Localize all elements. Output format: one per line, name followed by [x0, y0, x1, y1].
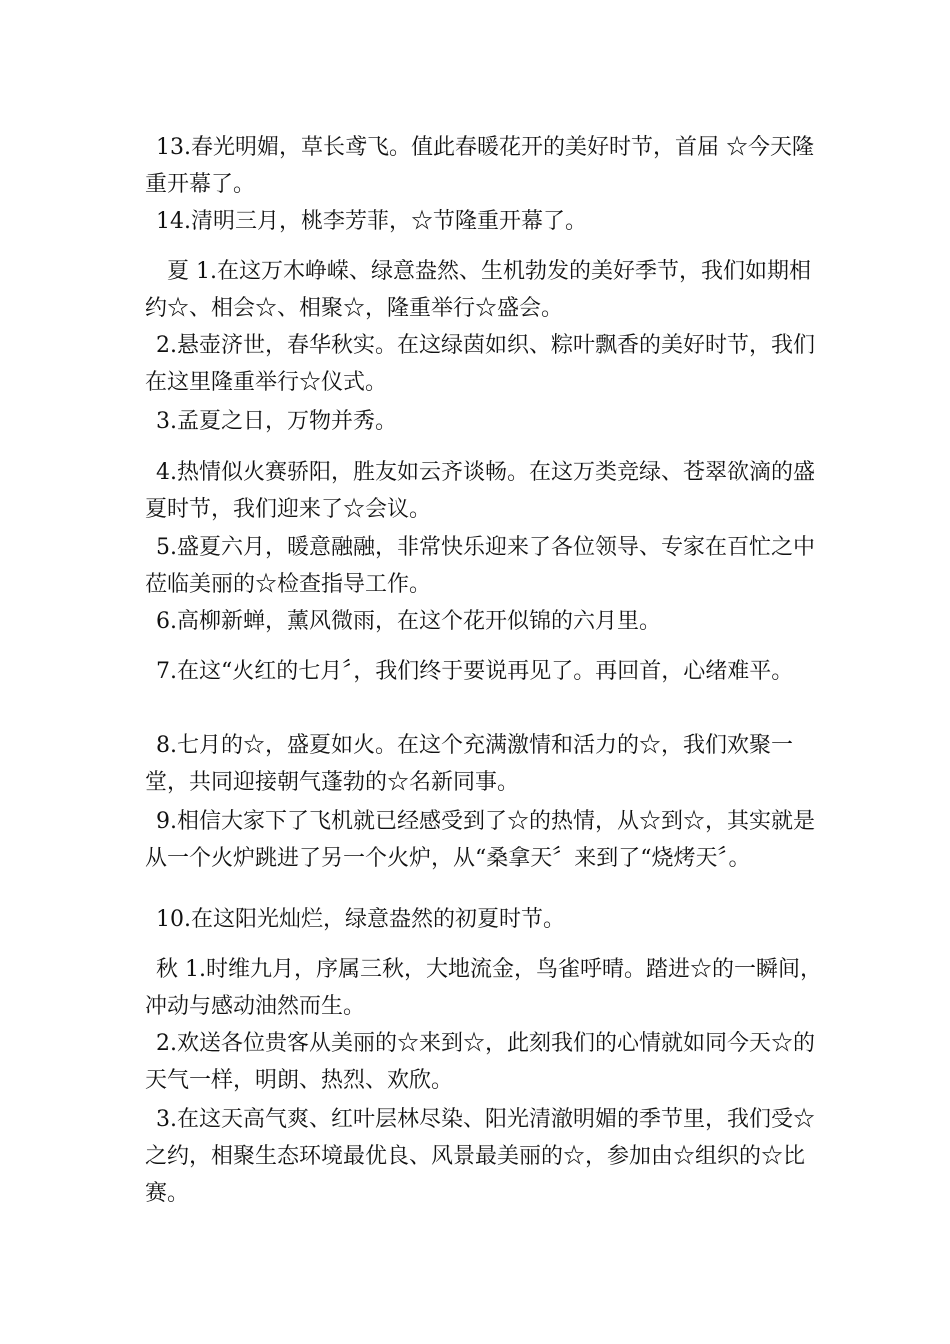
- paragraph-spring-14: 14.清明三月，桃李芳菲，☆节隆重开幕了。: [156, 209, 587, 234]
- paragraph-autumn-3: 3.在这天高气爽、红叶层林尽染、阳光清澈明媚的季节里，我们受☆之约，相聚生态环境最优良、风景最美丽的☆，参加由☆组织的☆比赛。: [145, 1107, 815, 1206]
- paragraph-spring-13: 13.春光明媚，草长鸢飞。值此春暖花开的美好时节，首届 ☆今天隆重开幕了。: [145, 135, 814, 197]
- paragraph-summer-1: 夏 1.在这万木峥嵘、绿意盎然、生机勃发的美好季节，我们如期相约☆、相会☆、相聚☆，隆重举行☆盛会。: [145, 259, 811, 321]
- paragraph-summer-7: 7.在这“火红的七月〞，我们终于要说再见了。再回首，心绪难平。: [156, 659, 794, 684]
- paragraph-summer-5: 5.盛夏六月，暖意融融，非常快乐迎来了各位领导、专家在百忙之中莅临美丽的☆检查指导工作。: [145, 535, 815, 597]
- paragraph-summer-2: 2.悬壶济世，春华秋实。在这绿茵如织、粽叶飘香的美好时节，我们在这里隆重举行☆仪式。: [145, 333, 815, 395]
- paragraph-summer-6: 6.高柳新蝉，薰风微雨，在这个花开似锦的六月里。: [156, 609, 661, 634]
- paragraph-summer-10: 10.在这阳光灿烂，绿意盎然的初夏时节。: [156, 907, 565, 932]
- paragraph-summer-9: 9.相信大家下了飞机就已经感受到了☆的热情，从☆到☆，其实就是从一个火炉跳进了另一个火炉，从“桑拿天〞来到了“烧烤天〞。: [145, 809, 815, 871]
- paragraph-autumn-1: 秋 1.时维九月，序属三秋，大地流金，鸟雀呼晴。踏进☆的一瞬间，冲动与感动油然而生。: [145, 957, 822, 1019]
- paragraph-autumn-2: 2.欢送各位贵客从美丽的☆来到☆，此刻我们的心情就如同今天☆的天气一样，明朗、热烈、欢欣。: [145, 1031, 815, 1093]
- paragraph-summer-3: 3.孟夏之日，万物并秀。: [156, 409, 397, 434]
- paragraph-summer-4: 4.热情似火赛骄阳，胜友如云齐谈畅。在这万类竞绿、苍翠欲滴的盛夏时节，我们迎来了☆会议。: [145, 460, 815, 522]
- paragraph-summer-8: 8.七月的☆，盛夏如火。在这个充满激情和活力的☆，我们欢聚一堂，共同迎接朝气蓬勃的☆名新同事。: [145, 733, 793, 795]
